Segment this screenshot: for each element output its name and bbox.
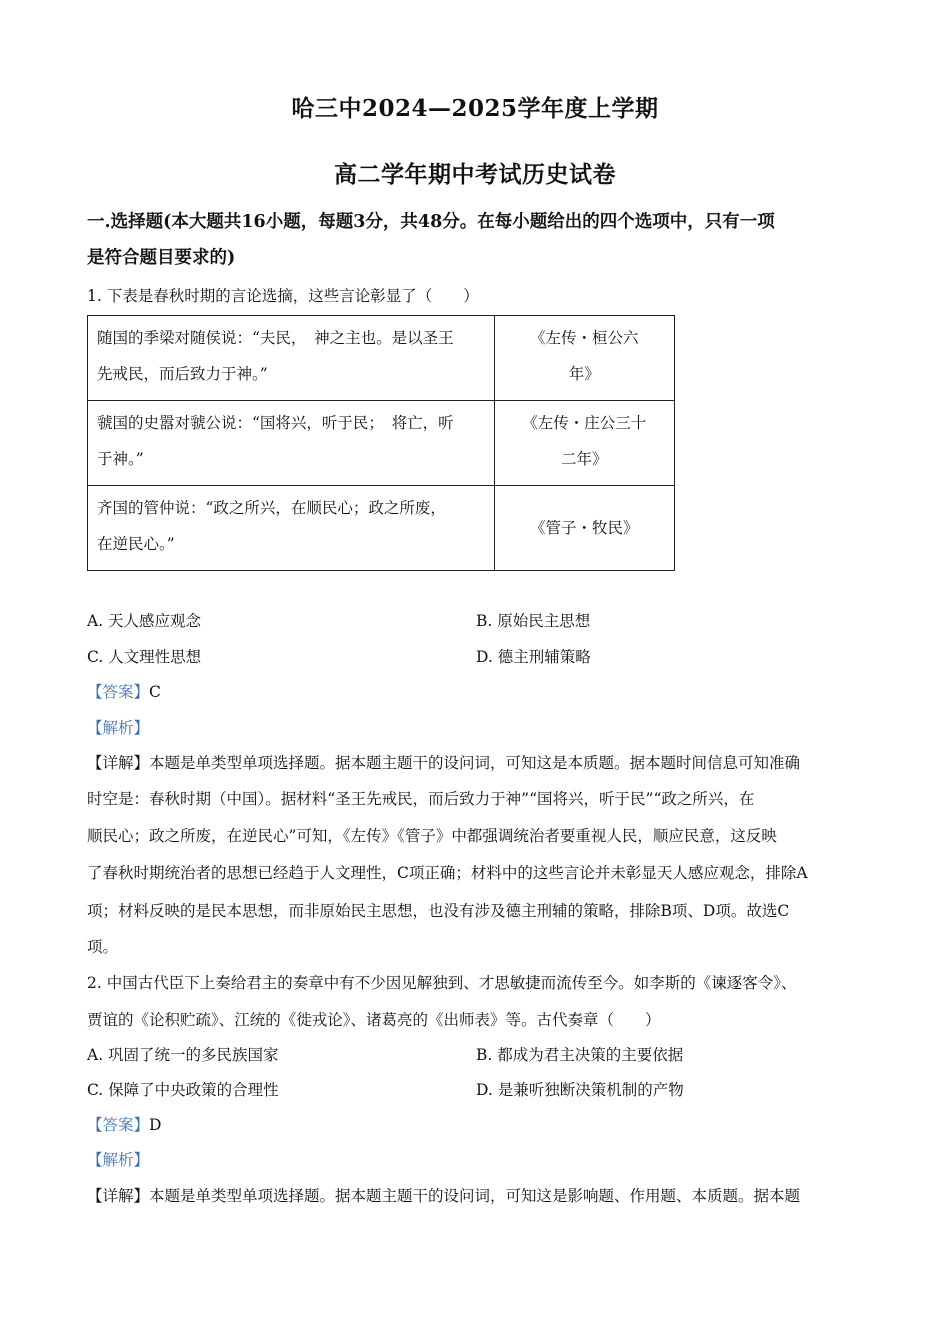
answer-value: C (149, 683, 161, 701)
table-row (88, 316, 675, 401)
q1-detail-line: 项；材料反映的是民本思想，而非原始民主思想，也没有涉及德主刑辅的策略，排除B项、D项。故选C (87, 902, 790, 920)
table-row (88, 486, 675, 571)
quote-line: 先戒民，而后致力于神。” (97, 365, 268, 383)
detail-text: 本题是单类型单项选择题。据本题主题干的设问词，可知这是本质题。据本题时间信息可知准确 (149, 754, 801, 772)
q2-option-a[interactable]: A. 巩固了统一的多民族国家 (87, 1046, 279, 1064)
table-row (88, 401, 675, 486)
source-line: 《管子・牧民》 (530, 519, 639, 537)
detail-text: 本题是单类型单项选择题。据本题主题干的设问词，可知这是影响题、作用题、本质题。据本题 (149, 1187, 801, 1205)
section-heading-line1: 一.选择题(本大题共16小题，每题3分，共48分。在每小题给出的四个选项中，只有一项 (87, 212, 775, 232)
q2-detail-line (87, 1184, 800, 1206)
q1-material-table (87, 315, 675, 571)
table-cell-source (494, 316, 674, 401)
q2-analysis-tag: 【解析】 (87, 1151, 150, 1169)
q2-option-c[interactable]: C. 保障了中央政策的合理性 (87, 1081, 279, 1099)
table-cell-quote (88, 401, 495, 486)
q1-answer (87, 680, 161, 702)
q2-answer (87, 1113, 161, 1135)
q1-option-a[interactable]: A. 天人感应观念 (87, 612, 202, 630)
source-line: 年》 (568, 365, 600, 383)
table-cell-quote (88, 486, 495, 571)
answer-tag: 【答案】 (87, 683, 150, 701)
exam-title: 哈三中2024—2025学年度上学期 (291, 95, 659, 122)
quote-line: 在逆民心。” (97, 535, 175, 553)
q2-option-d[interactable]: D. 是兼听独断决策机制的产物 (476, 1081, 684, 1099)
quote-line: 虢国的史嚣对虢公说：“国将兴，听于民； 将亡，听 (97, 414, 454, 432)
table-cell-quote (88, 316, 495, 401)
quote-line: 随国的季梁对随侯说：“夫民， 神之主也。是以圣王 (97, 329, 454, 347)
q1-option-d[interactable]: D. 德主刑辅策略 (476, 648, 591, 666)
q2-option-b[interactable]: B. 都成为君主决策的主要依据 (476, 1046, 684, 1064)
exam-subtitle: 高二学年期中考试历史试卷 (334, 161, 616, 188)
q1-analysis-tag: 【解析】 (87, 719, 150, 737)
q1-detail-line (87, 751, 800, 773)
source-line: 二年》 (561, 450, 608, 468)
quote-line: 于神。” (97, 450, 144, 468)
q1-detail-line: 项。 (87, 938, 119, 956)
q2-stem-line2: 贾谊的《论积贮疏》、江统的《徙戎论》、诸葛亮的《出师表》等。古代奏章（ ） (87, 1011, 661, 1029)
source-line: 《左传・桓公六 (530, 329, 639, 347)
answer-value: D (149, 1116, 162, 1134)
q1-stem: 1. 下表是春秋时期的言论选摘，这些言论彰显了（ ） (87, 287, 479, 305)
q1-option-c[interactable]: C. 人文理性思想 (87, 648, 202, 666)
quote-line: 齐国的管仲说：“政之所兴，在顺民心；政之所废， (97, 499, 446, 517)
detail-tag: 【详解】 (87, 1187, 150, 1205)
q1-detail-line: 了春秋时期统治者的思想已经趋于人文理性，C项正确；材料中的这些言论并未彰显天人感应观念，排除A (87, 864, 808, 882)
section-heading-line2: 是符合题目要求的) (87, 248, 236, 268)
table-cell-source (494, 486, 674, 571)
q2-stem-line1: 2. 中国古代臣下上奏给君主的奏章中有不少因见解独到、才思敏捷而流传至今。如李斯的《谏逐客令》、 (87, 974, 797, 992)
q1-detail-line: 时空是：春秋时期（中国）。据材料“圣王先戒民，而后致力于神”“国将兴，听于民”“政之所兴，在 (87, 790, 755, 808)
answer-tag: 【答案】 (87, 1116, 150, 1134)
q1-detail-line: 顺民心；政之所废，在逆民心”可知，《左传》《管子》中都强调统治者要重视人民，顺应民意，这反映 (87, 827, 777, 845)
section-heading (87, 204, 867, 276)
q1-option-b[interactable]: B. 原始民主思想 (476, 612, 591, 630)
source-line: 《左传・庄公三十 (522, 414, 647, 432)
table-cell-source (494, 401, 674, 486)
detail-tag: 【详解】 (87, 754, 150, 772)
